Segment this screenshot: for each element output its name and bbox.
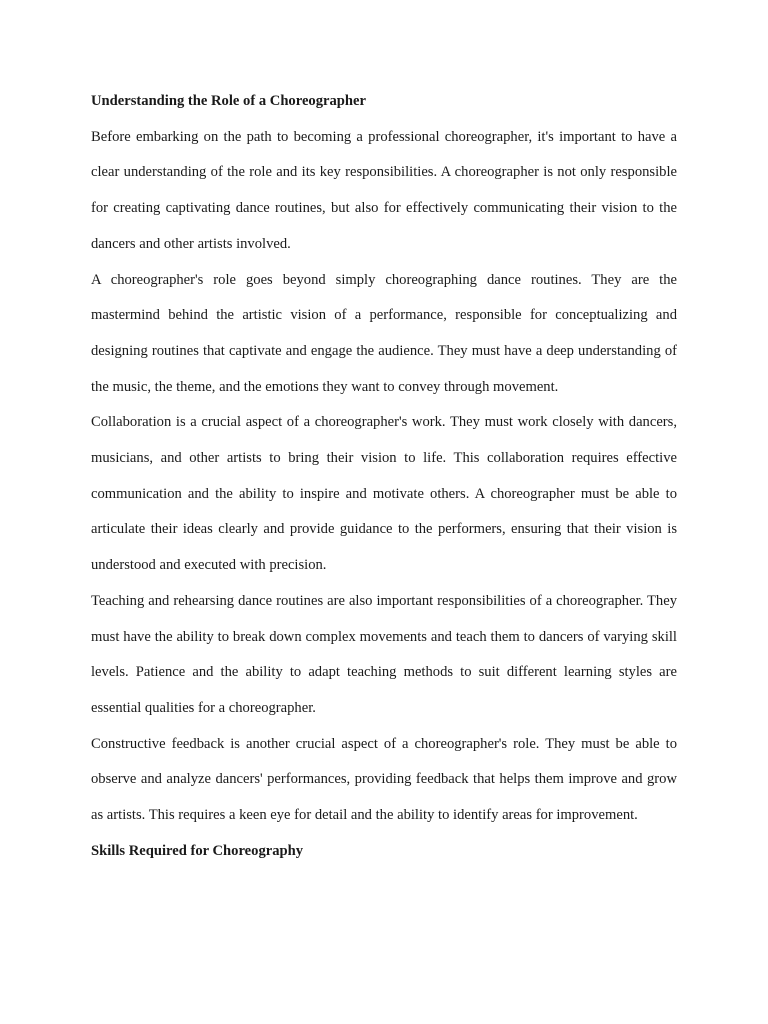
- paragraph-collaboration: Collaboration is a crucial aspect of a choreographer's work. They must work closely with dancers, musicians, and other artists to bring their vision to life. This collaboration requires effective communication and the ability to inspire and motivate others. A choreographer must be able to articulate their ideas clearly and provide guidance to the performers, ensuring that their vision is understood and executed with precision.: [91, 414, 677, 574]
- section-heading-role: Understanding the Role of a Choreographer: [91, 93, 366, 109]
- paragraph-intro: Before embarking on the path to becoming a professional choreographer, it's important to have a clear understanding of the role and its key responsibilities. A choreographer is not only responsible for creating captivating dance routines, but also for effectively communicating their vision to the dancers and other artists involved.: [91, 128, 677, 252]
- paragraph-feedback: Constructive feedback is another crucial aspect of a choreographer's role. They must be able to observe and analyze dancers' performances, providing feedback that helps them improve and grow as artists. This requires a keen eye for detail and the ability to identify areas for improvement.: [91, 735, 677, 824]
- paragraph-role-beyond: A choreographer's role goes beyond simply choreographing dance routines. They are the mastermind behind the artistic vision of a performance, responsible for conceptualizing and designing routines that captivate and engage the audience. They must have a deep understanding of the music, the theme, and the emotions they want to convey through movement.: [91, 271, 677, 395]
- section-heading-skills: Skills Required for Choreography: [91, 842, 304, 859]
- document-body: [91, 84, 677, 869]
- paragraph-teaching: Teaching and rehearsing dance routines are also important responsibilities of a choreographer. They must have the ability to break down complex movements and teach them to dancers of varying skill levels. Patience and the ability to adapt teaching methods to suit different learning styles are essential qualities for a choreographer.: [91, 592, 677, 716]
